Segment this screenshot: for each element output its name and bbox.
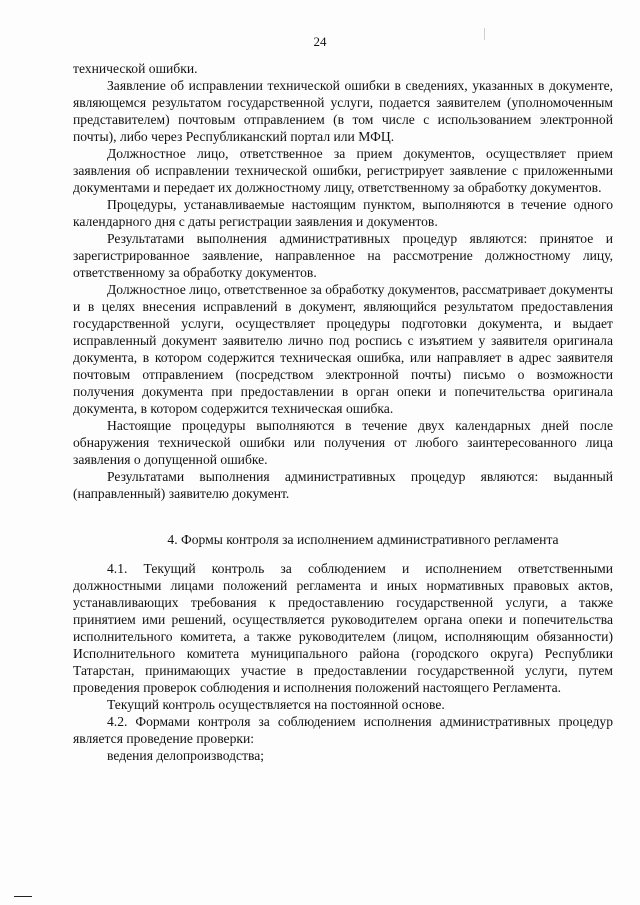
paragraph-processing-officer: Должностное лицо, ответственное за обработку документов, рассматривает документы и в целях внесения исправлений в документ, являющийся результатом предоставления государственной услуги, осуществляет процедуры подготовки документа, и выдает исправленный документ заявителю лично под роспись с изъятием у заявителя оригинала документа, в котором содержится техническая ошибка, или направляет в адрес заявителя почтовым отправлением (посредством электронной почты) письмо о возможности получения документа при предоставлении в орган опеки и попечительства оригинала документа, в котором содержится техническая ошибка. (73, 282, 613, 416)
paragraph-procedure-term: Процедуры, устанавливаемые настоящим пунктом, выполняются в течение одного календарного дня с даты регистрации заявления и документов. (73, 197, 613, 229)
paragraph-results-registration: Результатами выполнения административных процедур являются: принятое и зарегистрированное заявление, направленное на рассмотрение должностному лицу, ответственному за обработку документов. (73, 231, 613, 280)
paragraph-results-issued: Результатами выполнения административных процедур являются: выданный (направленный) заявителю документ. (73, 469, 613, 501)
paragraph-continuation: технической ошибки. (73, 61, 198, 76)
page-number: 24 (313, 34, 327, 49)
paragraph-control-forms: 4.2. Формами контроля за соблюдением исполнения административных процедур является проведение проверки: (73, 714, 613, 746)
paragraph-current-control: 4.1. Текущий контроль за соблюдением и исполнением ответственными должностными лицами положений регламента и иных нормативных правовых актов, устанавливающих требования к предоставлению государственной услуги, а также принятием ими решений, осуществляется руководителем органа опеки и попечительства исполнительного комитета, а также руководителем (лицом, исполняющим обязанности) Исполнительного комитета муниципального района (городского округа) Республики Татарстан, принимающих участие в предоставлении государственной услуги, путем проведения проверок соблюдения и исполнения положений настоящего Регламента. (73, 561, 613, 695)
paragraph-recordkeeping: ведения делопроизводства; (107, 748, 265, 763)
paragraph-reception-officer: Должностное лицо, ответственное за прием документов, осуществляет прием заявления об исправлении технической ошибки, регистрирует заявление с приложенными документами и передает их должностному лицу, ответственному за обработку документов. (73, 146, 613, 195)
paragraph-control-basis: Текущий контроль осуществляется на постоянной основе. (107, 697, 445, 712)
section-heading: 4. Формы контроля за исполнением административного регламента (167, 532, 559, 547)
scan-edge-mark (14, 896, 32, 897)
paragraph-procedure-deadline: Настоящие процедуры выполняются в течение двух календарных дней после обнаружения технической ошибки или получения от любого заинтересованного лица заявления о допущенной ошибке. (73, 418, 613, 467)
page-body (73, 60, 613, 764)
paragraph-application: Заявление об исправлении технической ошибки в сведениях, указанных в документе, являющемся результатом государственной услуги, подается заявителем (уполномоченным представителем) почтовым отправлением (в том числе с использованием электронной почты), либо через Республиканский портал или МФЦ. (73, 78, 613, 144)
